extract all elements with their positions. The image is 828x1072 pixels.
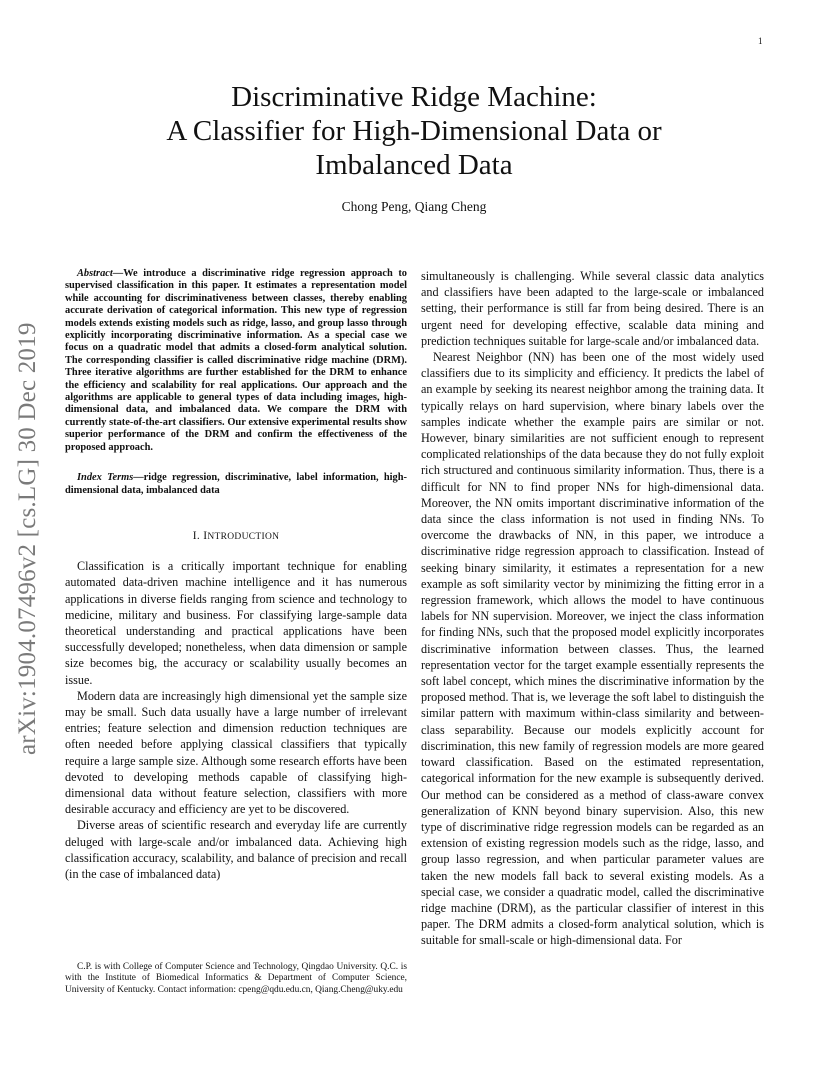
page-number: 1 [758, 36, 763, 46]
section-number: I. [192, 529, 204, 542]
index-terms-label: Index Terms [77, 472, 134, 484]
title-line-2: A Classifier for High-Dimensional Data or [166, 115, 662, 147]
abstract-text: —We introduce a discriminative ridge regression approach to supervised classification in this paper. It estimates a representation model while accounting for discriminativeness between classes, thereby enabling accurate derivation of categorical information. This new type of regression models extends existing models such as ridge, lasso, and group lasso through explicitly incorporating discriminative information. As a special case we focus on a quadratic model that admits a closed-form analytical solution. The corresponding classifier is called discriminative ridge machine (DRM). Three iterative algorithms are further established for the DRM to enhance the efficiency and scalability for real applications. Our approach and the algorithms are applicable to general types of data including images, high-dimensional data, and imbalanced data. We compare the DRM with currently state-of-the-art classifiers. Our extensive experimental results show superior performance of the DRM and confirm the effectiveness of the proposed approach. [65, 268, 407, 453]
section-first-letter: I [203, 529, 208, 542]
footnote: C.P. is with College of Computer Science and Technology, Qingdao University. Q.C. is with the Institute of Biomedical Informatics & Department of Computer Science, University of Kentucky. Contact information: cpeng@qdu.edu.cn, Qiang.Cheng@uky.edu [65, 962, 407, 995]
title-line-3: Imbalanced Data [315, 149, 513, 181]
paragraph-continuation: simultaneously is challenging. While several classic data analytics and classifiers have been adapted to the large-scale or imbalanced setting, their performance is still far from being desired. There is an urgent need for developing effective, scalable data mining and prediction techniques suitable for large-scale and/or imbalanced data. [421, 269, 764, 348]
index-terms-text: —ridge regression, discriminative, label information, high-dimensional data, imbalanced data [65, 472, 407, 496]
right-column [421, 268, 764, 949]
arxiv-identifier: arXiv:1904.07496v2 [cs.LG] 30 Dec 2019 [14, 322, 41, 755]
abstract-label: Abstract [77, 268, 113, 279]
section-title-rest: NTRODUCTION [207, 531, 280, 542]
section-heading-introduction [65, 528, 407, 545]
paper-title [90, 80, 738, 182]
title-line-1: Discriminative Ridge Machine: [231, 81, 597, 113]
left-column [65, 268, 407, 882]
paragraph: Classification is a critically important technique for enabling automated data-driven machine intelligence and it has numerous applications in diverse fields ranging from science and technology to medicine, military and business. For classifying large-sample data theoretical understanding and practical applications have been successfully developed; nonetheless, when data dimension or sample size becomes big, the accuracy or scalability usually becomes an issue. [65, 559, 407, 687]
abstract [65, 268, 407, 454]
index-terms [65, 472, 407, 497]
paragraph: Diverse areas of scientific research and everyday life are currently deluged with large-scale and/or imbalanced data. Achieving high classification accuracy, scalability, and balance of precision and recall (in the case of imbalanced data) [65, 818, 407, 881]
paragraph: Modern data are increasingly high dimensional yet the sample size may be small. Such data usually have a large number of irrelevant entries; feature selection and dimension reduction techniques are often needed before applying classical classifiers that typically require a large sample size. Although some research efforts have been devoted to developing methods capable of classifying high-dimensional data without feature selection, classifiers with more desirable accuracy and efficiency are yet to be discovered. [65, 688, 407, 817]
paragraph: Nearest Neighbor (NN) has been one of the most widely used classifiers due to its simplicity and efficiency. It predicts the label of an example by seeking its nearest neighbor among the training data. It typically relays on hard supervision, where binary labels over the samples indicate whether the example pairs are similar or not. However, binary similarities are not sufficient enough to represent complicated relationships of the data because they do not fully exploit rich structured and continuous similarity information. Thus, there is a difficult for NN to find proper NNs for high-dimensional data. Moreover, the NN omits important discriminative information of the data since the class information is not used in finding NNs. To overcome the drawbacks of NN, in this paper, we introduce a discriminative ridge regression approach to classification. Instead of seeking binary similarity, it estimates a representation for a new example as soft similarity vector by minimizing the fitting error in a regression framework, which allows the model to have continuous labels for NN supervision. Moreover, we inject the class information for finding NNs, such that the proposed model explicitly incorporates discriminative information between classes. Thus, the learned representation vector for the target example essentially represents the soft label concept, which mines the discriminative information by the proposed method. That is, we leverage the soft label to distinguish the similar pattern with maximum within-class similarity and between-class separability. Because our models explicitly account for discrimination, this new family of regression models are more geared toward classification. Based on the estimated representation, categorical information for the new example is subsequently derived. Our method can be considered as a method of class-aware convex generalization of KNN beyond binary supervision. Also, this new type of discriminative ridge regression models can be regarded as an extension of existing regression models such as the ridge, lasso, and group lasso regression, and when particular parameter values are taken the new models fall back to several existing models. As a special case, we consider a quadratic model, called the discriminative ridge machine (DRM), as the particular classifier of interest in this paper. The DRM admits a closed-form analytical solution, which is suitable for small-scale or high-dimensional data. For [421, 350, 764, 948]
authors: Chong Peng, Qiang Cheng [341, 199, 487, 214]
